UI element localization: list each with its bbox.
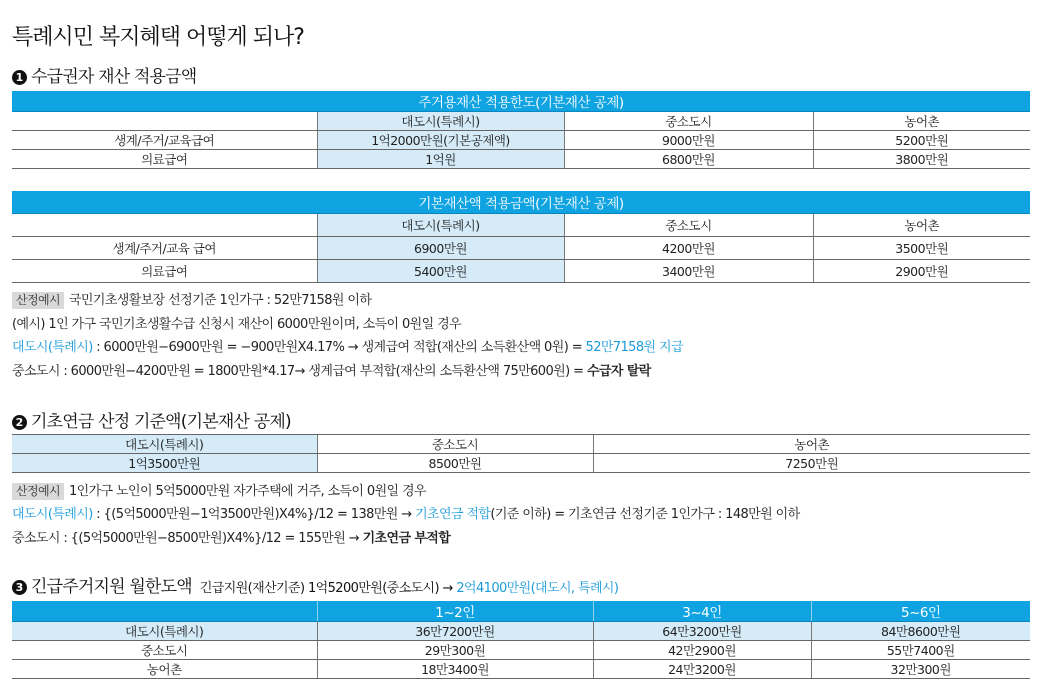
basic-property-amount-table (12, 191, 1030, 283)
number-badge: 2 (12, 415, 27, 430)
result-text: 기초연금 적합 (415, 507, 491, 522)
table-cell: 7250만원 (593, 454, 1030, 473)
example-text: (기준 이하) = 기초연금 선정기준 1인가구 : 148만원 이하 (490, 507, 800, 522)
column-header (12, 601, 317, 622)
example-text: 국민기초생활보장 선정기준 1인가구 : 52만7158원 이하 (68, 293, 372, 308)
table-cell: 8500만원 (317, 454, 593, 473)
section2-title: 기초연금 산정 기준액(기본재산 공제) (31, 412, 291, 432)
city-label: 대도시(특례시) (12, 507, 93, 522)
example-tag: 산정예시 (12, 292, 64, 309)
table-cell: 5400만원 (317, 259, 564, 282)
housing-property-limit-table (12, 91, 1030, 169)
table-cell: 4200만원 (564, 236, 813, 259)
column-header: 대도시(특례시) (12, 435, 317, 454)
example-line-1 (12, 480, 426, 500)
example-line-4 (12, 360, 651, 379)
table-cell: 64만3200만원 (593, 622, 811, 641)
table-cell: 55만7400원 (811, 641, 1030, 660)
table-header: 주거용재산 적용한도(기본재산 공제) (12, 91, 1030, 112)
result-text: 기초연금 부적합 (362, 531, 451, 546)
example-line-2 (12, 503, 800, 522)
table-row (12, 454, 1030, 473)
row-label: 의료급여 (12, 150, 317, 169)
table-cell: 6800만원 (564, 150, 813, 169)
section1-heading (12, 62, 196, 87)
emergency-housing-table (12, 601, 1030, 679)
column-header: 대도시(특례시) (317, 213, 564, 236)
table-cell: 18만3400원 (317, 660, 593, 679)
table-cell: 42만2900원 (593, 641, 811, 660)
example-text: 중소도시 : 6000만원−4200만원 = 1800만원*4.17→ 생계급여 부적합(재산의 소득환산액 75만600원) = (12, 364, 587, 379)
column-header: 3~4인 (593, 601, 811, 622)
table-cell: 1억2000만원(기본공제액) (317, 131, 564, 150)
column-header: 1~2인 (317, 601, 593, 622)
table-cell: 3400만원 (564, 259, 813, 282)
column-header: 5~6인 (811, 601, 1030, 622)
column-header: 농어촌 (813, 213, 1030, 236)
example-text: : {(5억5000만원−1억3500만원)X4%}/12 = 138만원 → (92, 507, 416, 522)
row-label: 생계/주거/교육 급여 (12, 236, 317, 259)
table-cell: 24만3200원 (593, 660, 811, 679)
row-label: 농어촌 (12, 660, 317, 679)
row-label: 대도시(특례시) (12, 622, 317, 641)
number-badge: 3 (12, 580, 27, 595)
column-header: 농어촌 (813, 112, 1030, 131)
table-cell: 84만8600만원 (811, 622, 1030, 641)
table-cell (12, 112, 317, 131)
column-header: 중소도시 (564, 213, 813, 236)
example-text: : 6000만원−6900만원 = −900만원X4.17% → 생계급여 적합(재산의 소득환산액 0원) = (92, 340, 586, 355)
table-cell: 5200만원 (813, 131, 1030, 150)
section2-heading (12, 407, 291, 432)
table-cell: 6900만원 (317, 236, 564, 259)
example-line-3 (12, 336, 683, 355)
column-header: 중소도시 (564, 112, 813, 131)
table-cell: 1억3500만원 (12, 454, 317, 473)
table-cell: 3500만원 (813, 236, 1030, 259)
result-text: 수급자 탈락 (586, 364, 651, 379)
column-header: 농어촌 (593, 435, 1030, 454)
table-row (12, 641, 1030, 660)
row-label: 중소도시 (12, 641, 317, 660)
table-row (12, 131, 1030, 150)
row-label: 생계/주거/교육급여 (12, 131, 317, 150)
table-cell: 2900만원 (813, 259, 1030, 282)
city-label: 대도시(특례시) (12, 340, 93, 355)
table-row (12, 150, 1030, 169)
table-cell: 9000만원 (564, 131, 813, 150)
table-cell: 29만300원 (317, 641, 593, 660)
number-badge: 1 (12, 70, 27, 85)
example-line-1 (12, 289, 371, 309)
table-cell: 36만7200만원 (317, 622, 593, 641)
section3-title: 긴급주거지원 월한도액 (31, 577, 192, 597)
table-cell (12, 213, 317, 236)
table-row (12, 660, 1030, 679)
page-title: 특례시민 복지혜택 어떻게 되나? (12, 25, 304, 50)
section3-result: 2억4100만원(대도시, 특례시) (456, 581, 619, 596)
section1-title: 수급권자 재산 적용금액 (31, 67, 197, 87)
column-header: 중소도시 (317, 435, 593, 454)
result-text: 52만7158원 지급 (585, 340, 683, 355)
table-header: 기본재산액 적용금액(기본재산 공제) (12, 191, 1030, 213)
row-label: 의료급여 (12, 259, 317, 282)
example-line-2: (예시) 1인 가구 국민기초생활수급 신청시 재산이 6000만원이며, 소득이 0원일 경우 (12, 317, 462, 332)
table-row (12, 622, 1030, 641)
column-header: 대도시(특례시) (317, 112, 564, 131)
table-cell: 3800만원 (813, 150, 1030, 169)
table-row (12, 259, 1030, 282)
section3-subtext: 긴급지원(재산기준) 1억5200만원(중소도시) → (199, 581, 457, 596)
table-cell: 32만300원 (811, 660, 1030, 679)
example-tag: 산정예시 (12, 483, 64, 500)
table-row (12, 236, 1030, 259)
example-text: 중소도시 : {(5억5000만원−8500만원)X4%}/12 = 155만원 → (12, 531, 363, 546)
example-text: 1인가구 노인이 5억5000만원 자가주택에 거주, 소득이 0원일 경우 (68, 484, 426, 499)
example-line-3 (12, 527, 450, 546)
table-cell: 1억원 (317, 150, 564, 169)
section3-heading (12, 572, 618, 597)
basic-pension-table (12, 434, 1030, 473)
